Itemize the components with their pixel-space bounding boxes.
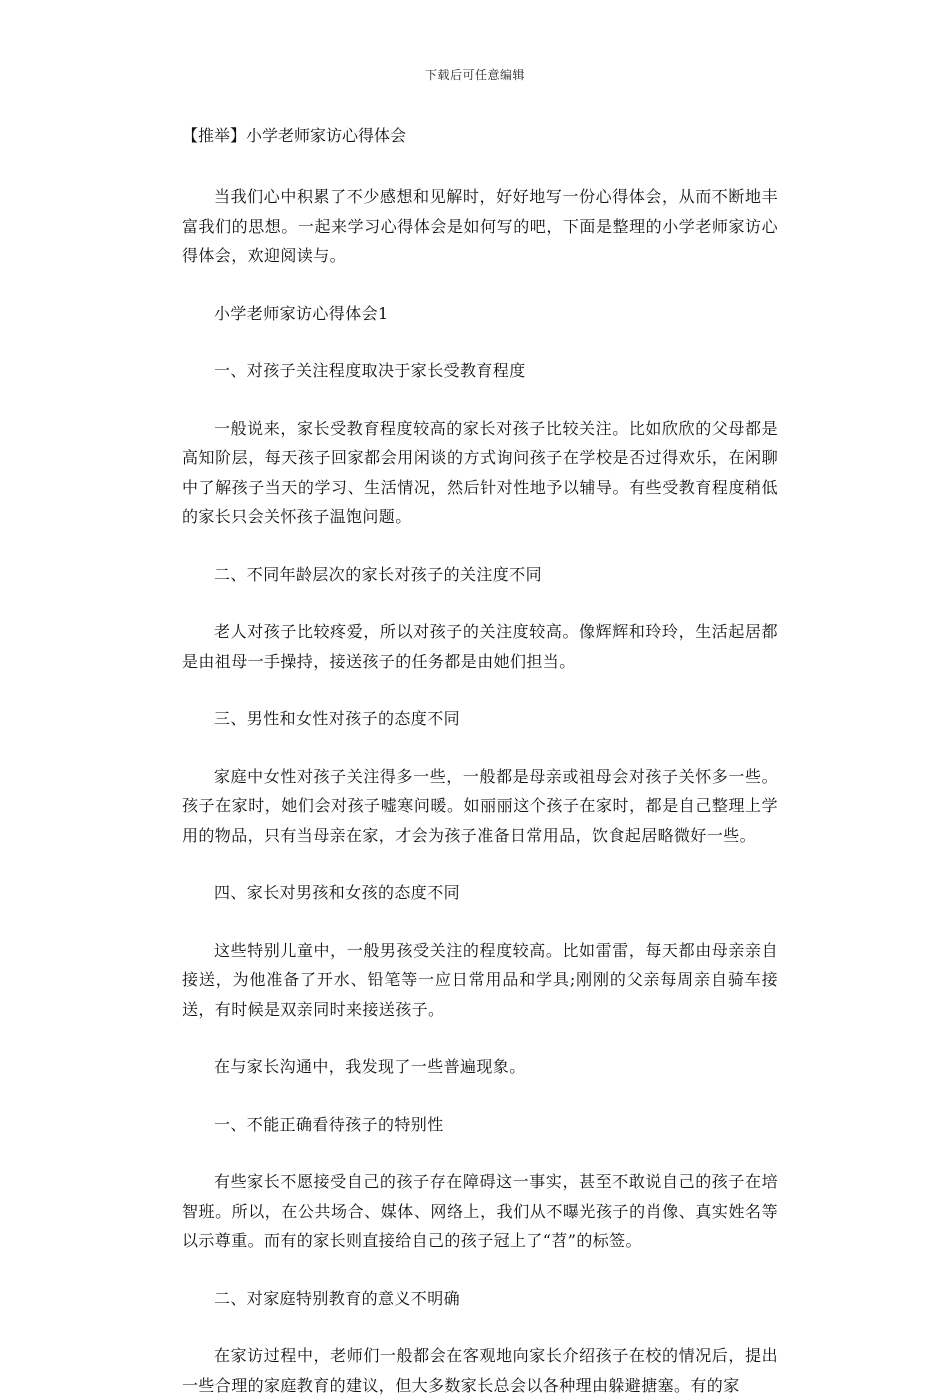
section-heading-4: 四、家长对男孩和女孩的态度不同: [214, 883, 461, 902]
paragraph-5: 在与家长沟通中，我发现了一些普遍现象。: [214, 1057, 526, 1076]
paragraph-4: 这些特别儿童中，一般男孩受关注的程度较高。比如雷雷，每天都由母亲亲自接送，为他准备了开水、铅笔等一应日常用品和学具;刚刚的父亲每周亲自骑车接送，有时候是双亲同时来接送孩子。: [182, 940, 778, 1019]
paragraph-2: 老人对孩子比较疼爱，所以对孩子的关注度较高。像辉辉和玲玲，生活起居都是由祖母一手操持，接送孩子的任务都是由她们担当。: [182, 622, 778, 671]
section-heading-2: 二、不同年龄层次的家长对孩子的关注度不同: [214, 564, 543, 584]
section-heading-1: 一、对孩子关注程度取决于家长受教育程度: [214, 361, 526, 380]
paragraph-7: 在家访过程中，老师们一般都会在客观地向家长介绍孩子在校的情况后，提出一些合理的家庭教育的建议，但大多数家长总会以各种理由躲避搪塞。有的家: [182, 1346, 778, 1395]
section-heading-6: 二、对家庭特别教育的意义不明确: [214, 1288, 461, 1308]
paragraph-6: 有些家长不愿接受自己的孩子存在障碍这一事实，甚至不敢说自己的孩子在培智班。所以，在公共场合、媒体、网络上，我们从不曝光孩子的肖像、真实姓名等以示尊重。而有的家长则直接给自己的孩子冠上了“苕”的标签。: [182, 1172, 778, 1250]
article-subtitle: 小学老师家访心得体会1: [214, 303, 389, 323]
paragraph-3: 家庭中女性对孩子关注得多一些，一般都是母亲或祖母会对孩子关怀多一些。孩子在家时，她们会对孩子嘘寒问暖。如丽丽这个孩子在家时，都是自己整理上学用的物品，只有当母亲在家，才会为孩子准备日常用品，饮食起居略微好一些。: [182, 766, 778, 845]
page-header-note: 下载后可任意编辑: [424, 68, 525, 82]
section-heading-3: 三、男性和女性对孩子的态度不同: [214, 709, 461, 728]
section-heading-5: 一、不能正确看待孩子的特别性: [214, 1114, 444, 1134]
document-body: [182, 124, 778, 1400]
intro-paragraph: 当我们心中积累了不少感想和见解时，好好地写一份心得体会，从而不断地丰富我们的思想。一起来学习心得体会是如何写的吧，下面是整理的小学老师家访心得体会，欢迎阅读与。: [182, 187, 778, 265]
document-title: 【推举】小学老师家访心得体会: [182, 126, 407, 145]
paragraph-1: 一般说来，家长受教育程度较高的家长对孩子比较关注。比如欣欣的父母都是高知阶层，每天孩子回家都会用闲谈的方式询问孩子在学校是否过得欢乐，在闲聊中了解孩子当天的学习、生活情况，然后针对性地予以辅导。有些受教育程度稍低的家长只会关怀孩子温饱问题。: [182, 418, 778, 526]
